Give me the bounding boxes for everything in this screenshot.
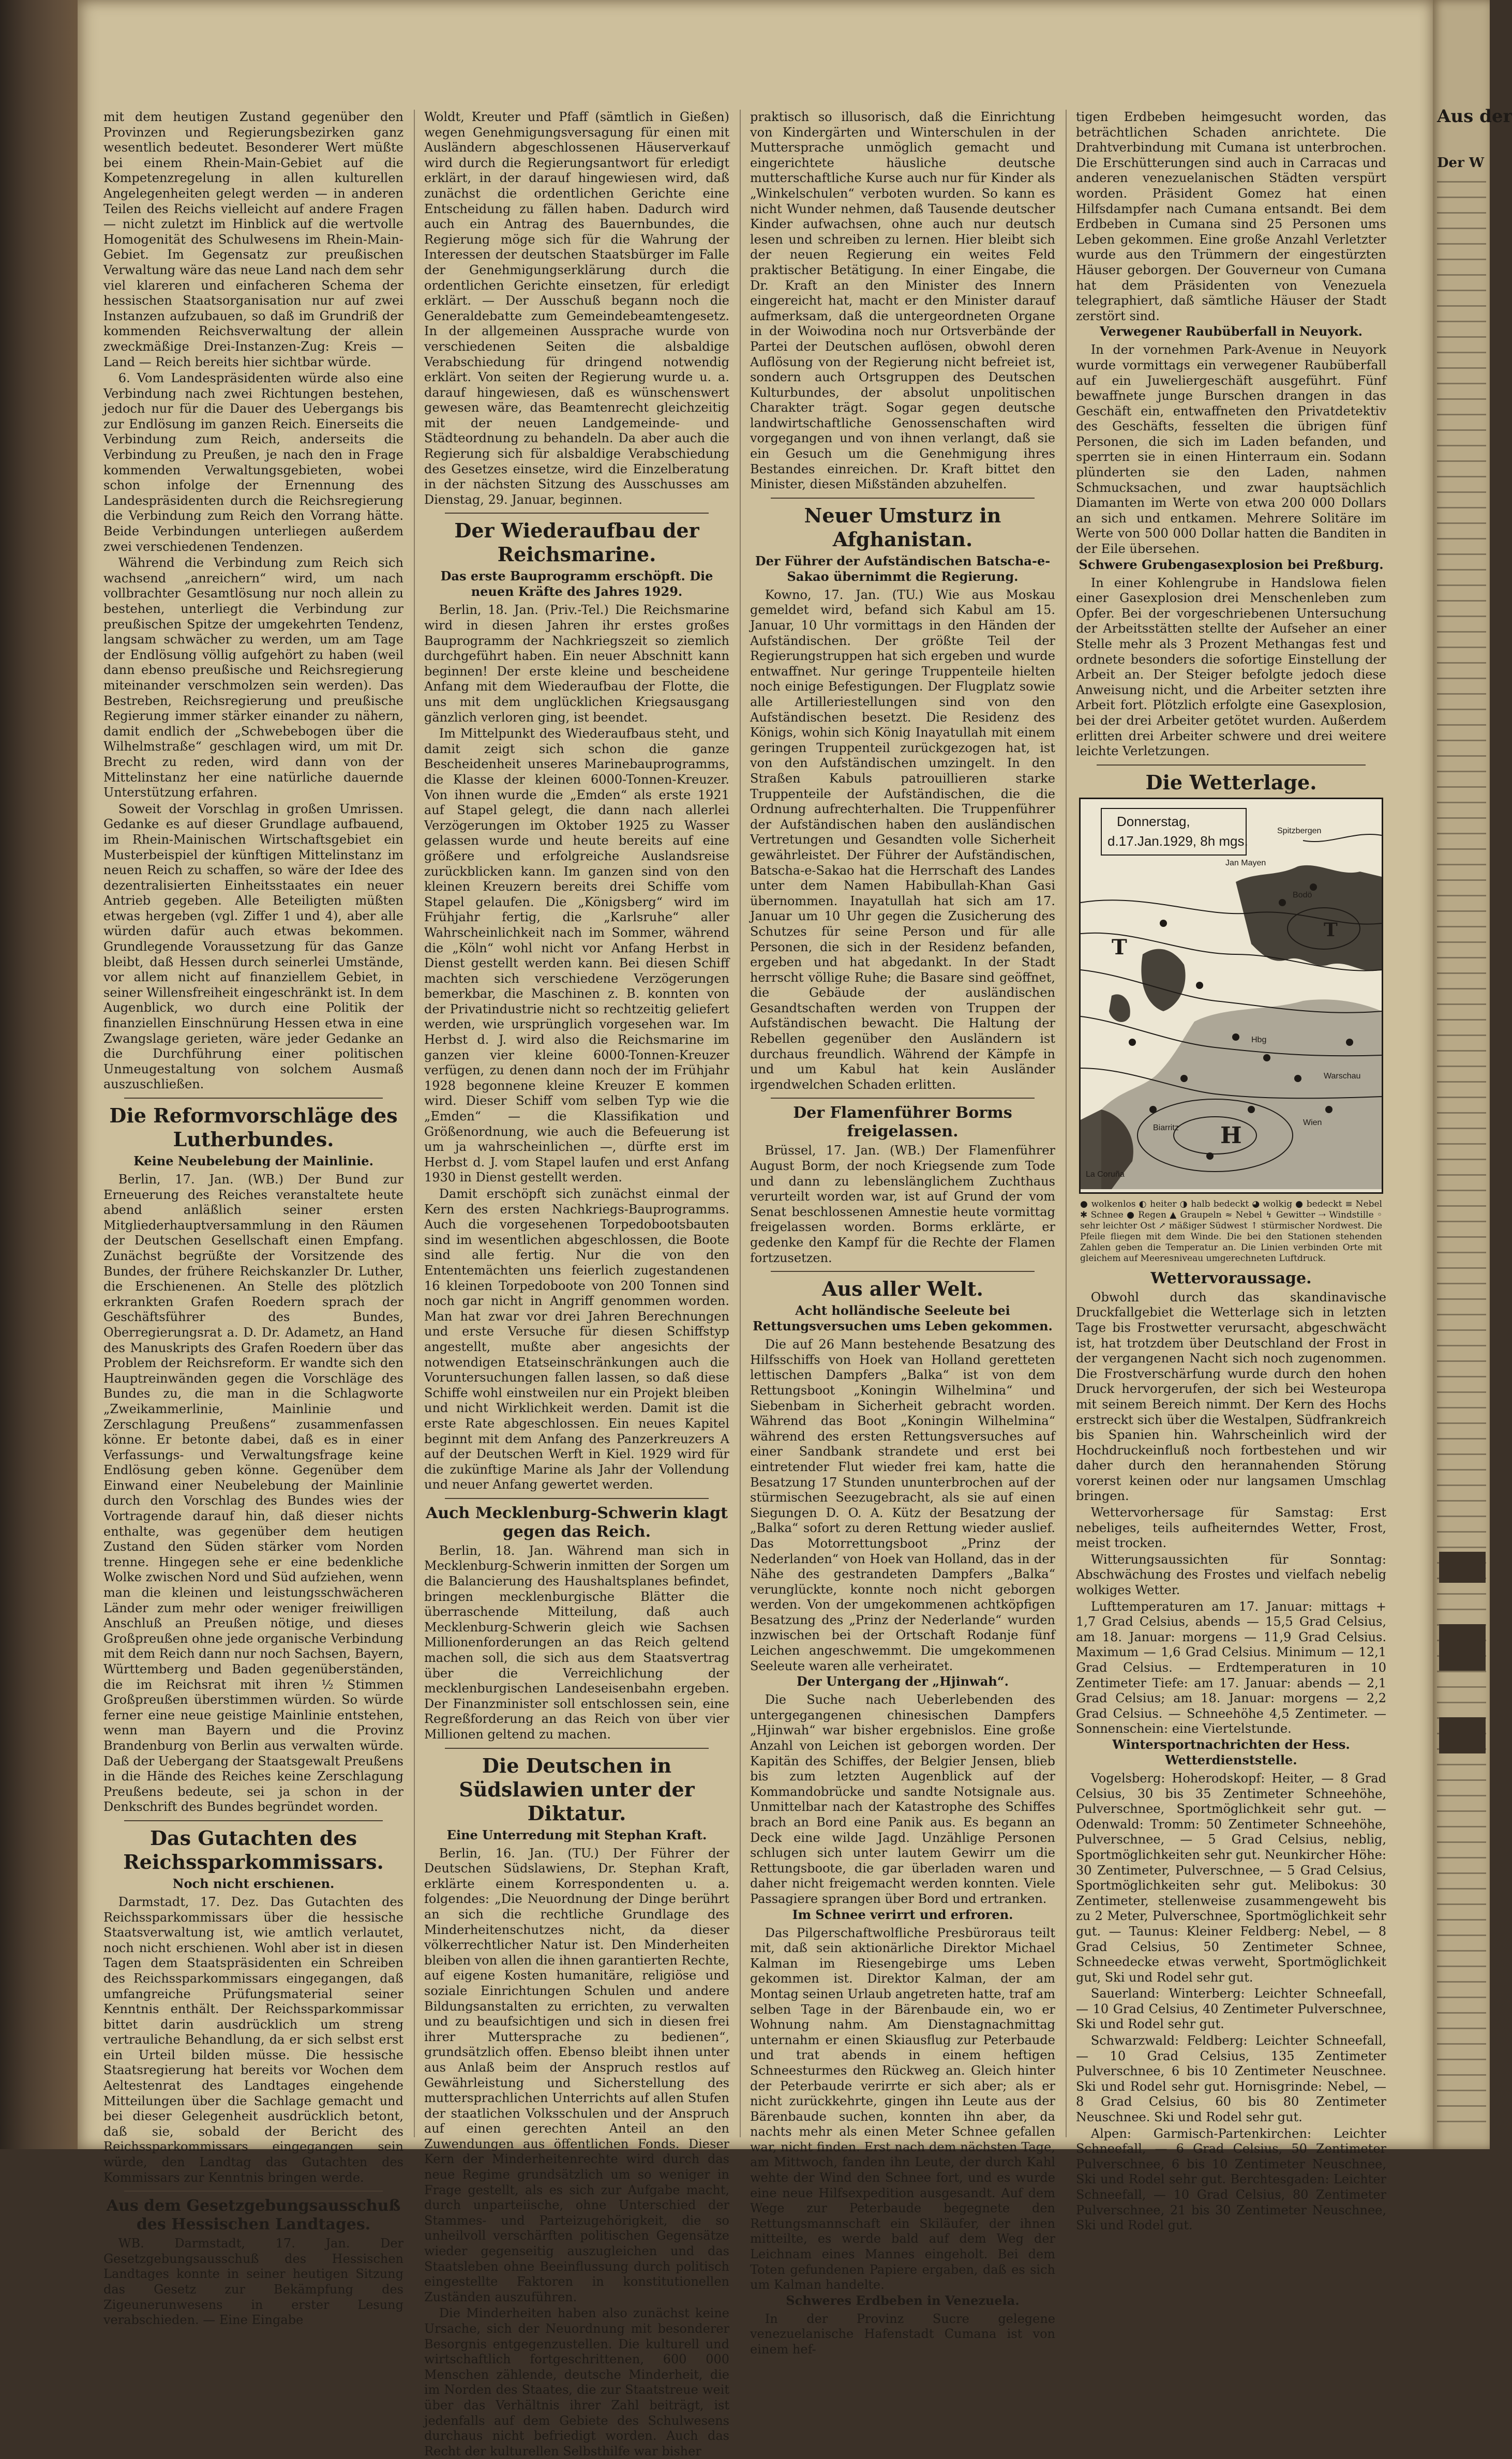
article-text: Berlin, 17. Jan. (WB.) Der Bund zur Erneuerung des Reiches veranstaltete heute abend anläßlich seiner ersten Mitgliederhauptversammlung in den Räumen der Deutschen Gesellschaft einen Empfang. Zunächst begrüßte der Vorsitzende des Bundes, der frühere Reichskanzler Dr. Luther, die Erschienenen. An Stelle des plötzlich erkrankten Grafen Roedern sprach der Geschäftsführer des Bundes, Oberregierungsrat a. D. Dr. Adametz, an Hand des Manuskripts des Grafen Roedern über das Problem der Reichsreform. Er wandte sich den Hauptreinwänden gegen die Vorschläge des Bundes zu, die man in die Schlagworte „Zweikammerlinie, Mainlinie und Zerschlagung Preußens“ zusammenfassen könne. Er betonte dabei, daß es in einer Verfassungs- und Verwaltungsfrage keine Endlösung geben könne. Gegenüber dem Einwand einer Neubelebung der Mainlinie durch den Vorschlag des Bundes wies der Vortragende darauf hin, daß dieser nichts enthalte, was gegenüber dem heutigen Zustand den Süden stärker vom Norden trenne. Hingegen sehe er eine bedenkliche Wolke zwischen Nord und Süd aufziehen, wenn man die kleinen und leistungsschwächeren Länder zum mehr oder weniger freiwilligen Anschluß an Preußen nötige, und dieses Großpreußen ohne jede organische Verbindung mit dem Reich dann nur noch Sachsen, Bayern, Württemberg und Baden gegenüberständen, die im Reichsrat mit ihren ½ Stimmen Großpreußen überstimmen würden. So würde ferner eine neue geistige Mainlinie entstehen, wenn man Bayern und die Provinz Brandenburg von Berlin aus verwalten würde. Daß der Uebergang der Staatsgewalt Preußens in die Hände des Reiches keine Zerschlagung Preußens bedeute, sei ja schon in der Denkschrift des Bundes begründet worden.	[103, 1172, 403, 1815]
article-text: Soweit der Vorschlag in großen Umrissen. Gedanke es auf dieser Grundlage aufbauend, im Rhein-Mainischen Wirtschaftsgebiet ein Musterbeispiel der künftigen Mittelinstanz im neuen Reich zu schaffen, so wäre der Idee des dezentralisierten Einheitsstaates ein neuer Antrieb gegeben. Alle Beteiligten müßten etwas hergeben (vgl. Ziffer 1 und 4), aber alle würden dafür auch etwas bekommen. Grundlegende Voraussetzung für das Ganze bleibt, daß Hessen durch seinerlei Umstände, vor allem nicht auf finanziellem Gebiet, in seiner Willensfreiheit eingeschränkt ist. In dem Augenblick, wo durch eine Politik der finanziellen Einschnürung Hessen etwa in eine Zwangslage gerieten, wäre jeder Gedanke an die Durchführung einer politischen Unmeugestaltung von solchem Ausmaß auszuschließen.	[103, 801, 404, 1092]
article-text: Darmstadt, 17. Dez. Das Gutachten des Reichssparkommissars über die hessische Staatsverwaltung ist, wie amtlich verlautet, noch nicht erschienen. Wohl aber ist in diesen Tagen dem Staatspräsidenten ein Schreiben des Reichssparkommissars eingegangen, daß umfangreiche Prüfungsmaterial seiner Kenntnis enthält. Der Reichssparkommissar bittet darin ausdrücklich um streng vertrauliche Behandlung, da er sich selbst erst ein Urteil bilden müsse. Die hessische Staatsregierung hat bereits vor Wochen dem Aeltestenrat des Landtages eingehende Mitteilungen über die Sachlage gemacht und bei dieser Gelegenheit ausdrücklich betont, daß sie, sobald der Bericht des Reichssparkommissars eingegangen sein würde, den Landtag das Gutachten des Kommissars zur Kenntnis bringen werde.	[103, 1894, 403, 2185]
low-pressure-label: T	[1324, 919, 1338, 941]
article-text: Im Mittelpunkt des Wiederaufbaus steht, und damit zeigt sich schon die ganze Bescheidenheit unseres Marinebauprogramms, die Klasse der kleinen 6000-Tonnen-Kreuzer. Von ihnen wurde die „Emden“ als erste 1921 auf Stapel gelegt, die dann nach allerlei Verzögerungen im Oktober 1925 zu Wasser gelassen wurde und heute bereits auf eine größere und erfolgreiche Auslandsreise zurückblicken kann. Im ganzen sind von den kleinen Kreuzern bereits drei Schiffe vom Stapel gelaufen. Die „Königsberg“ wird im Frühjahr fertig, die „Karlsruhe“ aller Wahrscheinlichkeit nach im Sommer, während die „Köln“ wohl nicht vor Anfang Herbst in Dienst gestellt werden kann. Bei diesen Schiff machten sich verschiedene Verzögerungen bemerkbar, die Maschinen z. B. konnten von der Privatindustrie nicht so rechtzeitig geliefert werden, wie ursprünglich vorgesehen war. Im Herbst d. J. wird also die Reichsmarine im ganzen vier kleine 6000-Tonnen-Kreuzer verfügen, zu denen dann noch der im Frühjahr 1928 begonnene kleine Kreuzer E kommen wird. Dieser Schiff vom selben Typ wie die „Emden“ — die Klassifikation und Größenordnung, wie auch die Befeuerung ist um ja wahrscheinlichen —, dürfte erst im Herbst d. J. vom Stapel laufen und erst Anfang 1930 in Dienst gestellt werden.	[424, 726, 729, 1185]
subheadline: Eine Unterredung mit Stephan Kraft.	[446, 1827, 707, 1842]
column-4	[1076, 110, 1386, 2233]
article-text: Vogelsberg: Hoherodskopf: Heiter, — 8 Grad Celsius, 30 bis 35 Zentimeter Schneehöhe, Pulverschnee, Sportmöglichkeit sehr gut. — Odenwald: Tromm: 50 Zentimeter Schneehöhe, Pulverschnee, — 5 Grad Celsius, neblig, Sportmöglichkeiten sehr gut. Neunkircher Höhe: 30 Zentimeter, Pulverschnee, — 5 Grad Celsius, Sportmöglichkeiten sehr gut. Melibokus: 30 Zentimeter, stellenweise zusammengeweht bis zu 2 Meter, Pulverschnee, Sportmöglichkeit sehr gut. — Taunus: Kleiner Feldberg: Nebel, — 8 Grad Celsius, 50 Zentimeter Schnee, Schneedecke etwas verweht, Sportmöglichkeit gut, Ski und Rodel sehr gut.	[1076, 1771, 1386, 1985]
map-place-label: Spitzbergen	[1277, 826, 1322, 835]
article-text: Obwohl durch das skandinavische Druckfallgebiet die Wetterlage sich in letzten Tage bis Frostwetter verursacht, abgeschwächt ist, hat trotzdem über Deutschland der Frost in der vergangenen Nacht sich noch zugenommen. Die Frostverschärfung wurde durch den hohen Druck hervorgerufen, der sich bei Westeuropa mit seinem Bereich nimmt. Der Kern des Hochs erstreckt sich über die Westalpen, Südfrankreich bis Spanien hin. Wahrscheinlich wird der Hochdruckeinfluß noch fortbestehen und wir daher durch den herannahenden Störung vorerst keinen oder nur langsamen Umschlag bringen.	[1076, 1290, 1386, 1504]
divider	[445, 513, 709, 514]
weather-map-legend: ● wolkenlos ◐ heiter ◑ halb bedeckt ◕ wolkig ● bedeckt ≡ Nebel ✱ Schnee ● Regen ▲ Graupeln ≈ Nebel ↯ Gewitter ⇢ Windstille ◦ sehr leichter Ost ↗ mäßiger Südwest ↑ stürmischer Nordwest. Die Pfeile fliegen mit dem Winde. Die bei den Stationen stehenden Zahlen geben die Temperatur an. Die Linien verbinden Orte mit gleichem auf Meeresniveau umgerechneten Luftdruck.	[1080, 1198, 1382, 1264]
map-place-label: Jan Mayen	[1225, 858, 1266, 867]
column-2	[424, 110, 729, 2458]
article-text: Kowno, 17. Jan. (TU.) Wie aus Moskau gemeldet wird, befand sich Kabul am 15. Januar, 10 Uhr vormittags in den Händen der Aufständischen. Der größte Teil der Regierungstruppen hat sich ergeben und wurde entwaffnet. Nur geringe Truppenteile hielten noch einige Befestigungen. Der Flugplatz sowie alle Artilleriestellungen sind von den Aufständischen besetzt. Die Residenz des Königs, wohin sich König Inayatullah mit einem geringen Truppenteil zurückgezogen hat, ist von den Aufständischen umzingelt. In den Straßen Kabuls patrouillieren starke Truppenteile der Aufständischen, die die Ordnung aufrechterhalten. Die Truppenführer der Aufständischen haben den ausländischen Vertretungen und Gesandten volle Sicherheit gewährleistet. Der Führer der Aufständischen, Batscha-e-Sakao hat die Herrschaft des Landes unter dem Namen Habibullah-Khan Gasi übernommen. Inayatullah hat sich am 17. Januar um 10 Uhr gegen die Zusicherung des Schutzes für seine Person und für alle Personen, die sich in der Residenz befanden, ergeben und hat abgedankt. In der Stadt herrscht völlige Ruhe; die Basare sind geöffnet, die Gebäude der ausländischen Gesandtschaften werden von Truppen der Aufständischen bewacht. Die Haltung der Rebellen gegenüber den Ausländern ist durchaus freundlich. Während der Kämpfe in und um Kabul hat kein Ausländer irgendwelchen Schaden erlitten.	[750, 587, 1055, 1092]
newspaper-page	[78, 0, 1433, 2458]
divider	[771, 1098, 1035, 1099]
high-pressure-label: H	[1220, 1122, 1242, 1149]
next-page-dark-block	[1439, 1552, 1486, 1583]
divider	[771, 498, 1035, 499]
article-text: Woldt, Kreuter und Pfaff (sämtlich in Gießen) wegen Genehmigungsversagung für einen mit Ausländern abgeschlossenen Häuserverkauf wird durch die Regierungsantwort für erledigt erklärt, in der darauf hingewiesen wird, daß zunächst die ordentlichen Gerichte eine Entscheidung zu fällen haben. Dadurch wird auch ein Antrag des Bauernbundes, die Regierung möge sich für die Wahrung der Interessen der deutschen Staatsbürger im Falle der Genehmigungserklärung durch die ordentlichen Gerichte einsetzen, für erledigt erklärt. — Der Ausschuß begann noch die Generaldebatte zum Gemeindebeamtengesetz. In der allgemeinen Aussprache wurde von verschiedenen Seiten die alsbaldige Verabschiedung für dringend notwendig erklärt. Von seiten der Regierung wurde u. a. darauf hingewiesen, daß es wünschenswert gewesen wäre, das Beamtenrecht gleichzeitig mit der neuen Landgemeinde- und Städteordnung zu behandeln. Da aber auch die Regierung sich für alsbaldige Verabschiedung des Gesetzes einsetze, wird die Einzelberatung in der nächsten Sitzung des Ausschusses am Dienstag, 29. Januar, beginnen.	[424, 110, 729, 507]
subheadline: Verwegener Raubüberfall in Neuyork.	[1099, 324, 1363, 339]
subheadline: Das erste Bauprogramm erschöpft. Die neuen Kräfte des Jahres 1929.	[440, 568, 713, 599]
article-text: In einer Kohlengrube in Handslowa fielen einer Gasexplosion drei Menschenleben zum Opfer. Bei der vorgeschriebenen Untersuchung der Arbeitsstätten stellte der Aufseher an einer Stelle mehr als 3 Prozent Methangas fest und ordnete besonders die sofortige Einstellung der Arbeit an. Der Steiger befolgte jedoch diese Anweisung nicht, und die Arbeiter setzten ihre Arbeit fort. Plötzlich erfolgte eine Gasexplosion, bei der drei Arbeiter getötet wurden. Außerdem erlitten drei Arbeiter schwere und drei weitere leichte Verletzungen.	[1076, 575, 1386, 759]
next-page-dark-block	[1439, 1717, 1486, 1753]
article-text: Das Pilgerschaftwolfliche Presbüroraus teilt mit, daß sein aktionärliche Direktor Michael Kalman im Riesengebirge ums Leben gekommen ist. Direktor Kalman, der am Montag seinen Urlaub angetreten hatte, traf am selben Tage in der Bärenbaude ein, wo er Wohnung nahm. Am Dienstagnachmittag unternahm er einen Skiausflug zur Peterbaude und trat abends in einem heftigen Schneesturmes den Rückweg an. Gleich hinter der Peterbaude verirrte er sich aber; als er nicht zurückkehrte, gingen ihn Leute aus der Bärenbaude suchen, konnten ihn aber, da nachts mehr als einen Meter Schnee gefallen war, nicht finden. Erst nach dem nächsten Tage, am Mittwoch, fanden ihn Leute, der durch Kahl wehte der Wind den Schnee fort, und es wurde eine neue Hilfsexpedition ausgesandt. Auf dem Wege zur Peterbaude begegnete den Rettungsmannschaft ein Skiläufer, der ihnen mitteilte, es werde bald auf dem Weg der Leichnam eines Mannes eingeholt. Bei dem Toten gefundenen Papiere ergaben, daß es sich um Kalman handelte.	[750, 1925, 1055, 2292]
map-place-label: Warschau	[1324, 1071, 1361, 1081]
article-text: WB. Darmstadt, 17. Jan. Der Gesetzgebungsausschuß des Hessischen Landtages konnte in seiner heutigen Sitzung das Gesetz zur Bekämpfung des Zigeunerunwesens in erster Lesung verabschieden. — Eine Eingabe	[103, 2236, 403, 2328]
divider	[124, 1820, 383, 1821]
article-text: Berlin, 16. Jan. (TU.) Der Führer der Deutschen Südslawiens, Dr. Stephan Kraft, erklärte einem Korrespondenten u. a. folgendes: „Die Neuordnung der Dinge berührt an sich die rechtliche Grundlage des Minderheitenschutzes nicht, da dieser völkerrechtlicher Natur ist. Den Minderheiten bleiben von allen die ihnen garantierten Rechte, auf eigene Kosten humanitäre, religiöse und soziale Einrichtungen Schulen und andere Bildungsanstalten zu errichten, zu verwalten und zu beaufsichtigen und sich in diesen frei ihrer Muttersprache zu bedienen“, grundsätzlich offen. Ebenso bleibt ihnen unter aus Anlaß beim der Anspruch restlos auf Gewährleistung und Sicherstellung des muttersprachlichen Unterrichts auf allen Stufen der staatlichen Volksschulen und der Anspruch auf einen gerechten Anteil an den Zuwendungen aus öffentlichen Fonds. Dieser Kern der Minderheitenrechte wird durch das neue Regime grundsätzlich um so weniger in Frage gestellt, als es sich zur Aufgabe macht, durch unparteiische, ohne Unterschied der Stammes- und Parteizugehörigkeit, die so unheilvoll verschärften politischen Gegensätze wieder gegenseitig auszugleichen und das Staatsleben ohne Beeinflussung durch politisch eingestellte Faktoren in konstitutionellen Zuständen auszuführen.	[424, 1846, 729, 2304]
next-page-dark-block	[1439, 1624, 1486, 1671]
map-place-label: Hbg	[1251, 1035, 1267, 1044]
headline: Die Deutschen in Südslawien unter der Diktatur.	[459, 1753, 695, 1825]
next-page-edge	[1433, 0, 1512, 2149]
article-text: Berlin, 18. Jan. (Priv.-Tel.) Die Reichsmarine wird in diesen Jahren ihr erstes großes Bauprogramm der Nachkriegszeit so ziemlich durchgeführt haben. Ein neuer Abschnitt kann beginnen! Der erste kleine und bescheidene Anfang mit dem Wiederaufbau der Flotte, die uns mit dem unglücklichen Kriegsausgang gänzlich verloren ging, ist beendet.	[424, 603, 729, 725]
article-text: Berlin, 18. Jan. Während man sich in Mecklenburg-Schwerin inmitten der Sorgen um die Balancierung des Haushaltsplanes befindet, bringen mecklenburgische Blätter die überraschende Mitteilung, daß auch Mecklenburg-Schwerin gleich wie Sachsen Millionenforderungen an das Reich geltend machen soll, die sich aus dem Staatsvertrag über die Verreichlichung der mecklenburgischen Landeseisenbahn ergeben. Der Finanzminister soll entschlossen sein, eine Regreßforderung an das Reich von über vier Millionen geltend zu machen.	[424, 1543, 729, 1742]
article-text: Wettervorhersage für Samstag: Erst nebeliges, teils aufheiterndes Wetter, Frost, meist trocken.	[1076, 1505, 1386, 1551]
subheadline: Acht holländische Seeleute bei Rettungsversuchen ums Leben gekommen.	[753, 1303, 1053, 1334]
divider	[124, 1098, 383, 1099]
article-text: Damit erschöpft sich zunächst einmal der Kern des ersten Nachkriegs-Bauprogramms. Auch die vorgesehenen Torpedobootsbauten sind im wesentlichen abgeschlossen, die Boote sind alle fertig. Nur die von den Ententemächten uns feierlich zugestandenen 16 kleinen Torpedoboote von 200 Tonnen sind noch gar nicht in Angriff genommen worden. Man hat zwar vor drei Jahren Berechnungen und erste Versuche für diesen Schiffstyp angestellt, mußte aber angesichts der notwendigen Etatseinschränkungen auch die Voruntersuchungen fallen lassen, so daß diese Schiffe wohl einstweilen nur ein Projekt bleiben und nicht Wirklichkeit werden. Damit ist die erste Rate abgeschlossen. Ein neues Kapitel beginnt mit dem Anfang des Panzerkreuzers A auf der Deutschen Werft in Kiel. 1929 wird für die zukünftige Marine als Jahr der Vollendung und neuer Anfang gewertet werden.	[424, 1187, 729, 1492]
headline: Die Reformvorschläge des Lutherbundes.	[109, 1104, 398, 1151]
headline: Auch Mecklenburg-Schwerin klagt gegen das Reich.	[426, 1504, 728, 1541]
article-text: praktisch so illusorisch, daß die Einrichtung von Kindergärten und Winterschulen in der Muttersprache unmöglich gemacht und eingerichtete häusliche deutsche mutterschaftliche Kurse auch nur für Kinder als „Winkelschulen“ verboten wurden. So kann es nicht Wunder nehmen, daß Tausende deutscher Kinder aufwachsen, ohne auch nur deutsch lesen und schreiben zu lernen. Hier bleibt sich der neuen Regierung ein weites Feld praktischer Betätigung. In einer Eingabe, die Dr. Kraft an den Minister des Innern eingereicht hat, macht er den Minister darauf aufmerksam, daß die untergeordneten Organe in der Woiwodina noch nur Ortsverbände der Partei der Deutschen auflösen, obwohl deren Auflösung von der Regierung nicht befreiet ist, sondern auch Ortsgruppen des Deutschen Kulturbundes, der absolut unpolitischen Charakter trägt. Sogar gegen deutsche landwirtschaftliche Genossenschaften wird vorgegangen und von ihnen verlangt, daß sie ein Gesuch um die Genehmigung ihres Bestandes einreichen. Dr. Kraft bittet den Minister, diesen Mißständen abzuhelfen.	[750, 110, 1055, 492]
article-text: Schwarzwald: Feldberg: Leichter Schneefall, — 10 Grad Celsius, 135 Zentimeter Pulverschnee, 6 bis 10 Zentimeter Neuschnee. Ski und Rodel sehr gut. Hornisgrinde: Nebel, — 8 Grad Celsius, 60 bis 80 Zentimeter Neuschnee. Ski und Rodel sehr gut.	[1076, 2033, 1386, 2125]
headline: Wettervoraussage.	[1150, 1269, 1312, 1287]
article-text: In der Provinz Sucre gelegene venezuelanische Hafenstadt Cumana ist von einem hef-	[750, 2311, 1055, 2357]
article-text: Brüssel, 17. Jan. (WB.) Der Flamenführer August Borm, der noch Kriegsende zum Tode und dann zu lebenslänglichem Zuchthaus verurteilt worden war, ist auf Grund der vom Senat beschlossenen Amnestie heute vormittag freigelassen worden. Borms erklärte, er gedenke den Kampf für die Rechte der Flamen fortzusetzen.	[750, 1143, 1055, 1265]
map-title: Donnerstag,	[1117, 813, 1190, 829]
map-title: d.17.Jan.1929, 8h mgs.	[1107, 833, 1248, 849]
column-rule	[1066, 110, 1067, 2137]
article-text: Lufttemperaturen am 17. Januar: mittags + 1,7 Grad Celsius, abends — 15,5 Grad Celsius, am 18. Januar: morgens — 11,9 Grad Celsius. Maximum — 1,6 Grad Celsius. Minimum — 12,1 Grad Celsius. — Erdtemperaturen in 10 Zentimeter Tiefe: am 17. Januar: abends — 2,1 Grad Celsius; am 18. Januar: morgens — 2,2 Grad Celsius. — Schneehöhe 4,5 Zentimeter. — Sonnenschein: eine Viertelstunde.	[1076, 1599, 1386, 1736]
map-place-label: Bodö	[1293, 890, 1312, 899]
headline: Das Gutachten des Reichssparkommissars.	[123, 1826, 384, 1873]
column-1	[103, 110, 404, 2328]
next-page-subheadline: Der W	[1437, 155, 1485, 171]
headline: Aus aller Welt.	[822, 1277, 983, 1301]
subheadline: Der Führer der Aufständischen Batscha-e-Sakao übernimmt die Regierung.	[755, 553, 1051, 584]
article-text: In der vornehmen Park-Avenue in Neuyork wurde vormittags ein verwegener Raubüberfall auf ein Juweliergeschäft ausgeführt. Fünf bewaffnete junge Burschen drangen in das Geschäft ein, entwaffneten den Privatdetektiv des Geschäfts, fesselten die übrigen fünf Personen, die sich im Laden befanden, und sperrten sie in einen Hinterraum ein. Sodann plünderten sie den Laden, nahmen Schmucksachen, und zwar hauptsächlich Diamanten im Werte von etwa 200 000 Dollars an sich und entkamen. Mehrere Solitäre im Werte von 500 000 Dollar hatten die Banditen in der Eile übersehen.	[1076, 342, 1386, 557]
subheadline: Wintersportnachrichten der Hess. Wetterdienststelle.	[1112, 1736, 1350, 1767]
article-text: Die Minderheiten haben also zunächst keine Ursache, sich der Neuordnung mit besonderer Besorgnis entgegenzustellen. Die kulturell und wirtschaftlich fortgeschrittenen, 600 000 Menschen zählende, deutsche Minderheit, die im Norden des Staates, die zur Staatstreue weit über das Verhältnis ihrer Zahl beiträgt, ist jedenfalls auf dem Gebiete des Schulwesens durchaus nicht befriedigt worden. Auch das Recht der kulturellen Selbsthilfe war bisher	[424, 2306, 729, 2458]
book-binding	[0, 0, 78, 2149]
map-place-label: Biarritz	[1153, 1123, 1179, 1132]
article-text: Während die Verbindung zum Reich sich wachsend „anreichern“ wird, um nach vollbrachter Gesamtlösung nur noch allein zu bestehen, unterliegt die Verbindung zur preußischen Spitze der umgekehrten Tendenz, langsam schwächer zu werden, um am Tage der Endlösung völlig aufgehört zu haben (weil dann ebenso preußische und Reichsregierung miteinander verschmolzen sein werden). Das Bestreben, Reichsregierung und preußische Regierung immer stärker einander zu nähern, damit endlich der „Schwebebogen über die Wilhelmstraße“ geschlagen wird, um mit Dr. Brecht zu reden, wird dann von der Mittelinstanz her eine natürliche dauernde Unterstützung erfahren.	[103, 556, 403, 800]
next-page-text-lines	[1437, 181, 1486, 2128]
map-place-label: La Coruña	[1086, 1169, 1125, 1179]
weather-map-drawing	[1081, 799, 1382, 1189]
next-page-headline: Aus der	[1437, 106, 1512, 127]
divider	[445, 1748, 709, 1749]
subheadline: Keine Neubelebung der Mainlinie.	[133, 1153, 373, 1168]
subheadline: Im Schnee verirrt und erfroren.	[792, 1907, 1013, 1922]
headline: Die Wetterlage.	[1145, 770, 1317, 794]
article-text: Alpen: Garmisch-Partenkirchen: Leichter Schneefall, — 6 Grad Celsius, 50 Zentimeter Pulverschnee, 6 bis 10 Zentimeter Neuschnee, Ski und Rodel sehr gut. Berchtesgaden: Leichter Schneefall, — 10 Grad Celsius, 80 Zentimeter Pulverschnee, 21 bis 30 Zentimeter Neuschnee, Ski und Rodel gut.	[1076, 2126, 1386, 2233]
headline: Neuer Umsturz in Afghanistan.	[804, 503, 1001, 551]
article-text: 6. Vom Landespräsidenten würde also eine Verbindung nach zwei Richtungen bestehen, jedoch nur für die Dauer des Uebergangs bis zur Endlösung im ganzen Reich. Einerseits die Verbindung zum Reich, anderseits die Verbindung zu Preußen, je nach den in Frage kommenden Verwaltungsgebieten, wobei schon infolge der Ernennung des Landespräsidenten durch die Reichsregierung die Verbindung zum Reich den Vorrang hätte. Beide Verbindungen unterliegen außerdem zwei verschiedenen Tendenzen.	[103, 371, 403, 554]
subheadline: Schweres Erdbeben in Venezuela.	[786, 2292, 1020, 2308]
divider	[445, 1498, 709, 1499]
divider	[1097, 764, 1366, 766]
column-rule	[414, 110, 415, 2137]
headline: Aus dem Gesetzgebungsausschuß des Hessischen Landtages.	[106, 2197, 401, 2234]
subheadline: Noch nicht erschienen.	[172, 1876, 335, 1891]
subheadline: Der Untergang der „Hjinwah“.	[797, 1674, 1009, 1689]
article-text: Die Suche nach Ueberlebenden des untergegangenen chinesischen Dampfers „Hjinwah“ war bisher ergebnislos. Eine große Anzahl von Leichen ist geborgen worden. Der Kapitän des Schiffes, der Belgier Jensen, blieb bis zum letzten Augenblick auf der Kommandobrücke und sandte Notsignale aus. Unmittelbar nach der Katastrophe des Schiffes brach an Bord eine Panik aus. Es begann an Deck eine wilde Jagd. Unzählige Personen schlugen sich unter lautem Gewirr um die Rettungsboote, die gar überladen waren und daher nicht freigemacht werden konnten. Viele Passagiere sprangen über Bord und ertranken.	[750, 1692, 1055, 1906]
article-text: Sauerland: Winterberg: Leichter Schneefall, — 10 Grad Celsius, 40 Zentimeter Pulverschnee, Ski und Rodel sehr gut.	[1076, 1986, 1386, 2032]
headline: Der Wiederaufbau der Reichsmarine.	[454, 519, 699, 566]
map-place-label: Wien	[1303, 1118, 1322, 1127]
column-rule	[740, 110, 741, 2137]
headline: Der Flamenführer Borms freigelassen.	[793, 1104, 1012, 1141]
article-text: Die auf 26 Mann bestehende Besatzung des Hilfsschiffs von Hoek van Holland geretteten lettischen Dampfers „Balka“ ist von dem Rettungsboot „Koningin Wilhelmina“ und Siebenbam in Sicherheit gebracht worden. Während das Boot „Koningin Wilhelmina“ während des ersten Rettungsversuches auf einer Sandbank strandete und erst bei eintretender Flut wieder frei kam, hatte die Besatzung 17 Stunden ununterbrochen auf der stürmischen Seezugebracht, als sie auf einen Siegungen D. O. A. Kütz der Besatzung der „Balka“ sofort zu deren Rettung wieder auslief. Das Motorrettungsboot „Prinz der Nederlanden“ von Hoek van Holland, das in der Nähe des gestrandeten Dampfers „Balka“ verunglückte, konnte noch nicht geborgen werden. Von der umgekommenen achtköpfigen Besatzung des „Prinz der Nederlande“ wurden inzwischen bei der Ortschaft Rodanje fünf Leichen angeschwemmt. Die umgekommenen Seeleute waren alle verheiratet.	[750, 1337, 1055, 1673]
divider	[771, 1271, 1035, 1272]
column-3	[750, 110, 1055, 2357]
article-text: tigen Erdbeben heimgesucht worden, das beträchtlichen Schaden anrichtete. Die Drahtverbindung mit Cumana ist unterbrochen. Die Erschütterungen sind auch in Carracas und anderen venezuelanischen Städten verspürt worden. Präsident Gomez hat einen Hilfsdampfer nach Cumana entsandt. Bei dem Erdbeben in Cumana sind 25 Personen ums Leben gekommen. Eine große Anzahl Verletzter wurde aus den Trümmern der eingestürzten Häuser geborgen. Der Gouverneur von Cumana hat dem Präsidenten von Venezuela telegraphiert, daß sämtliche Häuser der Stadt zerstört sind.	[1076, 110, 1386, 323]
low-pressure-label: T	[1112, 935, 1127, 959]
article-text: Witterungsaussichten für Sonntag: Abschwächung des Frostes und vielfach nebelig wolkiges Wetter.	[1076, 1552, 1386, 1598]
divider	[124, 2191, 383, 2192]
weather-map	[1079, 798, 1383, 1194]
article-text: mit dem heutigen Zustand gegenüber den Provinzen und Regierungsbezirken ganz wesentlich bedeutet. Besonderer Wert müßte bei einem Rhein-Main-Gebiet auf die Kompetenzregelung in allen kulturellen Angelegenheiten gelegt werden — in anderen Teilen des Reichs vielleicht auf andere Fragen — nicht zuletzt im Hinblick auf die wertvolle Homogenität des Schulwesens im Rhein-Main-Gebiet. Im Gegensatz zur preußischen Verwaltung wäre das neue Land nach dem sehr viel klareren und einfacheren Schema der hessischen Staatsorganisation nur auf zwei Instanzen aufzubauen, so daß im Grundriß der kommenden Reichsverwaltung der allein zweckmäßige Drei-Instanzen-Zug: Kreis — Land — Reich bereits hier sichtbar würde.	[103, 110, 403, 369]
subheadline: Schwere Grubengasexplosion bei Preßburg.	[1079, 557, 1384, 572]
